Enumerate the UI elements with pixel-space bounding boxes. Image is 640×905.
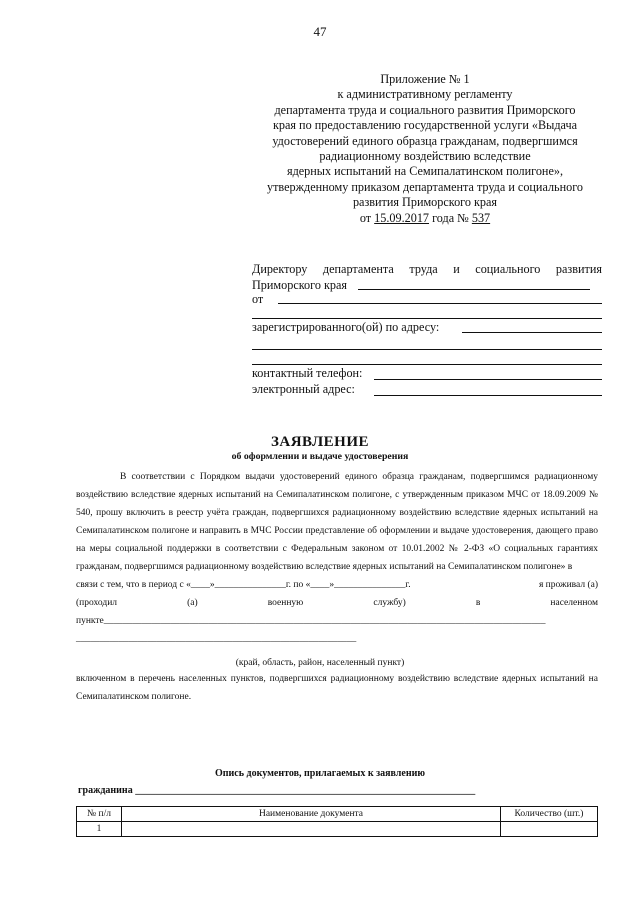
served-word: в: [475, 598, 481, 608]
appendix-line: радиационному воздействию вследствие: [319, 149, 531, 164]
email-label: электронный адрес:: [252, 382, 355, 396]
served-word: военную: [267, 598, 304, 608]
served-word: службу): [373, 598, 406, 608]
addressee-word: Директору: [252, 262, 308, 276]
phone-fill-line[interactable]: [374, 379, 602, 380]
addressee-line-1: [252, 262, 602, 277]
address-fill-line-2[interactable]: [252, 349, 602, 350]
documents-table: [76, 806, 598, 837]
appendix-line: края по предоставлению государственной услуги «Выдача: [272, 118, 577, 133]
document-subtitle: об оформлении и выдаче удостоверения: [231, 451, 409, 462]
appendix-line: Приложение № 1: [380, 72, 470, 86]
from-fill-line[interactable]: [278, 303, 602, 304]
blank-fill-line[interactable]: [252, 318, 602, 319]
statement-paragraph: В соответствии с Порядком выдачи удостоверений единого образца гражданам, подвергшимся радиационному воздействию вследствие ядерных испытаний на Семипалатинском полигоне, с утвержденным приказом МЧС от 18.09.2009 № 540, прошу включить в реестр учёта граждан, подвергшихся радиационному воздействию вследствие ядерных испытаний на Семипалатинском полигоне и направить в МЧС России представление об оформлении и выдаче удостоверения, дающего право на меры социальной поддержки в соответствии с Федеральным законом от 10.01.2002 № 2-ФЗ «О социальных гарантиях гражданам, подвергшимся радиационному воздействию вследствие ядерных испытаний на Семипалатинском полигоне» в: [76, 472, 598, 572]
addressee-word: труда: [409, 262, 438, 276]
header-doc-name: Наименование документа: [122, 807, 501, 822]
period-line: [76, 576, 598, 594]
inventory-citizen: гражданина ____________________________________________________________________: [78, 785, 476, 796]
served-word: (а): [187, 598, 198, 608]
appendix-line: к административному регламенту: [337, 87, 513, 102]
addressee-word: и: [453, 262, 460, 276]
place-caption: (край, область, район, населенный пункт): [235, 658, 405, 668]
appendix-date-line: [255, 211, 595, 226]
table-row: [77, 822, 598, 837]
served-word: (проходил: [76, 598, 118, 608]
appendix-line: ядерных испытаний на Семипалатинском полигоне»,: [286, 164, 564, 179]
point-blank-line: ___________________________________________________________: [76, 634, 357, 644]
row-quantity[interactable]: [501, 822, 598, 837]
period-text: связи с тем, что в период с «____»_______________г. по «____»_______________г.: [76, 580, 411, 590]
appendix-block: [255, 72, 595, 226]
address-fill-line[interactable]: [462, 332, 602, 333]
addressee-word: развития: [555, 262, 602, 276]
appendix-line: удостоверений единого образца гражданам, подвергшимся: [272, 133, 578, 148]
date-middle: года №: [429, 210, 472, 225]
period-end: я проживал (а): [538, 580, 598, 590]
table-header-row: [77, 807, 598, 822]
inventory-title: Опись документов, прилагаемых к заявлению: [215, 768, 425, 779]
statement-tail: включенном в перечень населенных пунктов, подвергшихся радиационному воздействию вследствие ядерных испытаний на Семипалатинском полигоне.: [76, 674, 598, 702]
region-fill-line: [358, 289, 590, 290]
served-line: [76, 594, 598, 612]
header-number: № п/л: [77, 807, 122, 822]
row-number: 1: [77, 822, 122, 837]
from-label: от: [252, 292, 264, 306]
served-word: населенном: [550, 598, 598, 608]
date-prefix: от: [359, 210, 375, 225]
order-number: 537: [471, 210, 491, 225]
addressee-word: департамента: [322, 262, 394, 276]
row-doc-name[interactable]: [122, 822, 501, 837]
addressee-word: социального: [475, 262, 541, 276]
page-number: 47: [313, 24, 327, 39]
header-quantity: Количество (шт.): [501, 807, 598, 822]
appendix-line: развития Приморского края: [352, 195, 498, 210]
document-title: ЗАЯВЛЕНИЕ: [270, 434, 370, 450]
address-fill-line-3[interactable]: [252, 364, 602, 365]
appendix-line: утвержденному приказом департамента труда и социального: [266, 179, 584, 194]
order-date: 15.09.2017: [374, 210, 430, 225]
point-line: пункте_____________________________________________________________________________________________: [76, 616, 546, 626]
email-fill-line[interactable]: [374, 395, 602, 396]
registered-label: зарегистрированного(ой) по адресу:: [252, 320, 440, 334]
addressee-region: Приморского края: [252, 278, 347, 292]
appendix-line: департамента труда и социального развития Приморского: [274, 102, 576, 117]
phone-label: контактный телефон:: [252, 366, 363, 380]
